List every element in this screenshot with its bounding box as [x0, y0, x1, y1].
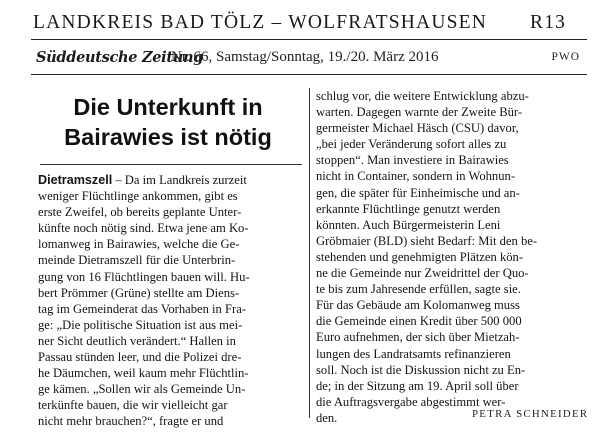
text-line: stehenden und genehmigten Plätzen kön- — [316, 249, 524, 264]
text-line: lomanweg in Bairawies, welche die Ge- — [38, 237, 240, 252]
text-line: gung von 16 Flüchtlingen bauen will. Hu- — [38, 269, 250, 284]
masthead — [33, 12, 567, 34]
text-line: „bei jeder Veränderung sofort alles zu — [316, 137, 507, 152]
text-line: könnten. Auch Bürgermeisterin Leni — [316, 217, 501, 232]
text-line: Gröbmaier (BLD) sieht Bedarf: Mit den be- — [316, 233, 538, 248]
right-column — [316, 88, 584, 426]
column-divider — [309, 88, 310, 418]
issue-line — [36, 49, 584, 69]
text-line: bert Prömmer (Grüne) stellte am Diens- — [38, 285, 240, 300]
text-line: soll. Noch ist die Diskussion nicht zu En- — [316, 362, 526, 377]
left-column-lines — [38, 188, 304, 429]
text-line: die Gemeinde einen Kredit über 500 000 — [316, 314, 522, 329]
headline-rule — [40, 164, 302, 165]
issue-rule — [31, 74, 587, 75]
first-line-text: – Da im Landkreis zurzeit — [112, 173, 247, 187]
text-line: erste Zweifel, ob bereits geplante Unter- — [38, 205, 242, 220]
text-line: lungen des Landratsamts refinanzieren — [316, 346, 511, 361]
text-line: te bis zum Jahresende erfüllen, sagte sie. — [316, 282, 521, 297]
text-line: ner Sicht deutlich verändert.“ Hallen in — [38, 333, 236, 348]
text-line: schlug vor, die weitere Entwicklung abzu- — [316, 89, 529, 103]
issue-info: Nr. 66, Samstag/Sonntag, 19./20. März 2016 — [171, 49, 439, 65]
text-line: nicht in Container, sondern in Wohnun- — [316, 169, 516, 184]
text-line: ge: „Die politische Situation ist aus mei- — [38, 317, 243, 332]
text-line: Euro aufnehmen, der sich über Mietzah- — [316, 330, 520, 345]
text-line: die Auftragsvergabe abgestimmt wer- — [316, 394, 506, 409]
dateline: Dietramszell — [38, 173, 113, 187]
text-line: nicht mehr brauchen?“, fragte er und — [38, 414, 224, 429]
text-line: weniger Flüchtlinge ankommen, gibt es — [38, 189, 238, 204]
author-byline: PETRA SCHNEIDER — [472, 408, 589, 420]
region-title: LANDKREIS BAD TÖLZ – WOLFRATSHAUSEN — [33, 12, 488, 33]
newspaper-logo: Süddeutsche Zeitung — [36, 49, 204, 66]
text-line: de; in der Sitzung am 19. April soll über — [316, 378, 519, 393]
headline-line: Die Unterkunft in — [73, 94, 263, 120]
text-line: germeister Michael Häsch (CSU) davor, — [316, 121, 519, 136]
text-line: erkannte Flüchtlinge genutzt werden — [316, 201, 501, 216]
text-line: den. — [316, 410, 338, 425]
right-column-lines — [316, 88, 584, 426]
text-line: künfte noch nötig sind. Etwa jene am Ko- — [38, 221, 249, 236]
text-line: gen, die später für Einheimische und an- — [316, 185, 520, 200]
text-line: tag im Gemeinderat das Vorhaben in Fra- — [38, 301, 246, 316]
text-line: meinde Dietramszell für die Unterbrin- — [38, 253, 236, 268]
text-line: terkünfte bauen, die wir vielleicht gar — [38, 398, 228, 413]
page-number: R13 — [530, 12, 567, 33]
edition-code: PWO — [551, 51, 580, 63]
text-line: warten. Dagegen warnte der Zweite Bür- — [316, 105, 523, 120]
text-line: Für das Gebäude am Kolomanweg muss — [316, 298, 520, 313]
first-line — [38, 172, 304, 188]
text-line: stoppen“. Man investiere in Bairawies — [316, 153, 509, 168]
text-line: ne die Gemeinde nur Zweidrittel der Quo- — [316, 266, 529, 281]
headline — [33, 92, 303, 152]
masthead-rule — [31, 39, 587, 40]
left-column — [38, 172, 304, 430]
text-line: ge kämen. „Sollen wir als Gemeinde Un- — [38, 382, 246, 397]
text-line: he Däumchen, weil kaum mehr Flüchtlin- — [38, 366, 249, 381]
headline-line: Bairawies ist nötig — [64, 124, 272, 150]
text-line: Passau stünden leer, und die Polizei dre- — [38, 350, 242, 365]
